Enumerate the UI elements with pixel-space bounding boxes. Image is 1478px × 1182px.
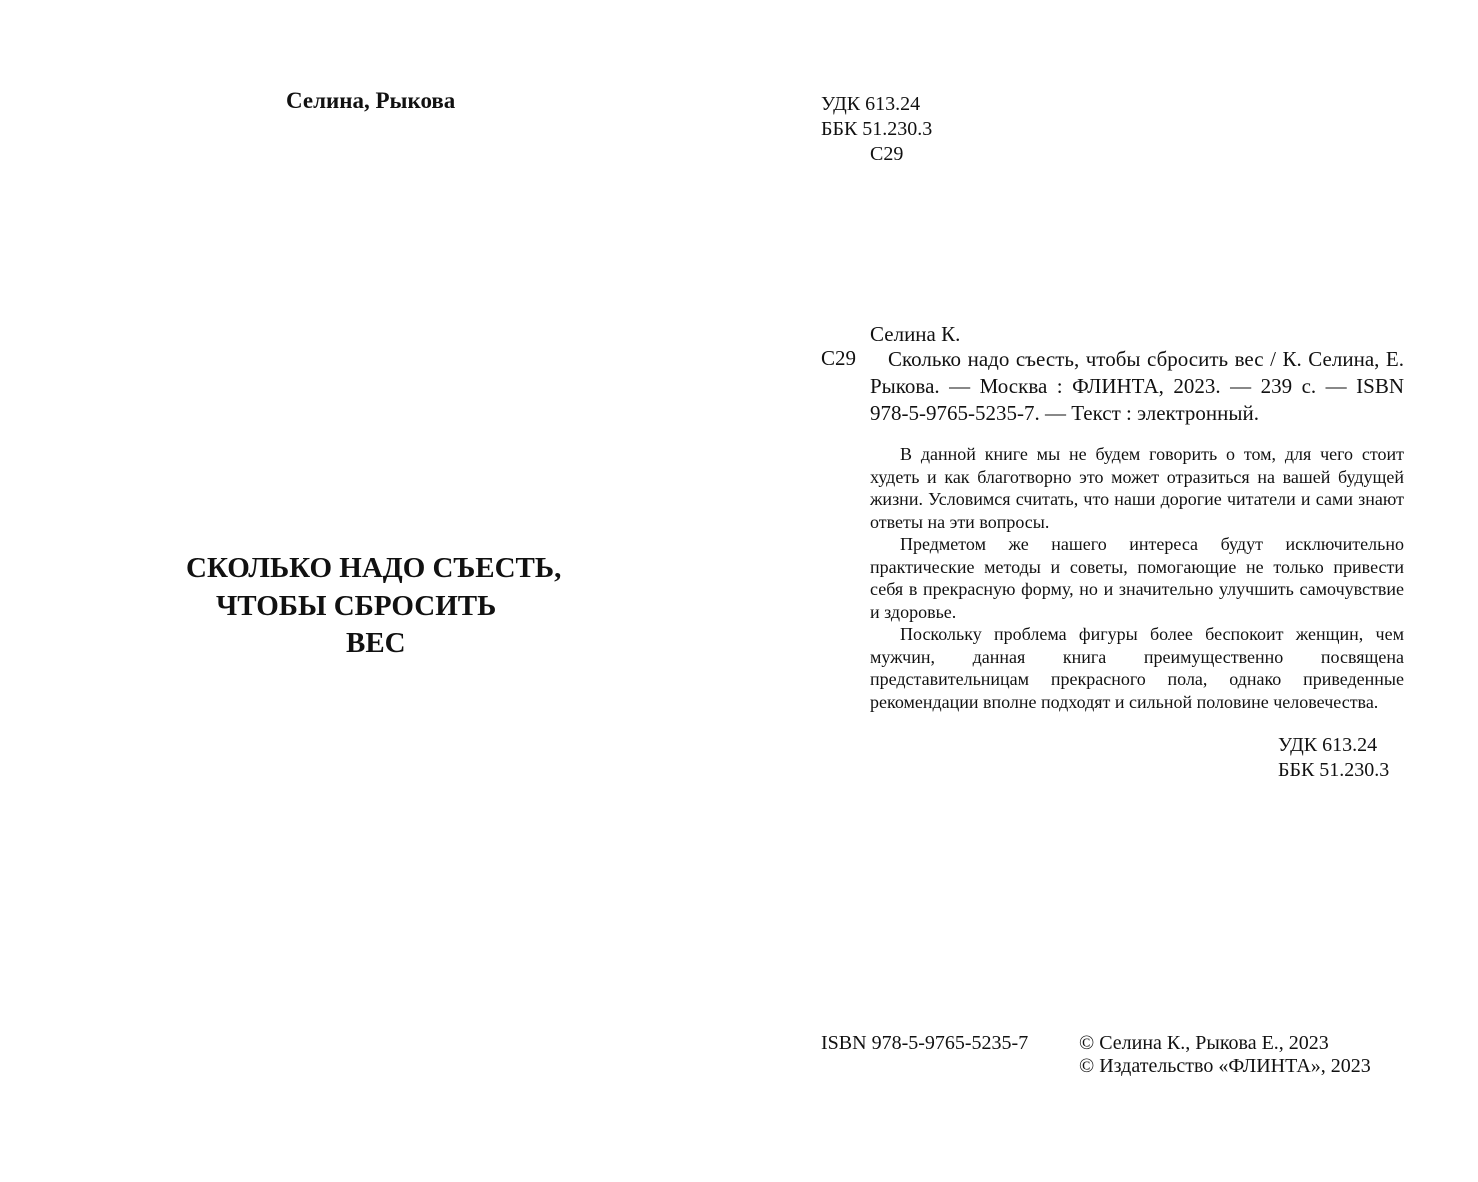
book-title-line-3: ВЕС	[346, 627, 406, 659]
isbn: ISBN 978-5-9765-5235-7	[821, 1032, 1029, 1054]
udk-code: УДК 613.24	[821, 93, 921, 115]
book-title-line-1: СКОЛЬКО НАДО СЪЕСТЬ,	[186, 552, 562, 584]
author-sign: С29	[870, 143, 904, 165]
catalog-author-sign: С29	[821, 346, 857, 370]
authors-header: Селина, Рыкова	[286, 88, 456, 113]
copyright-authors: © Селина К., Рыкова Е., 2023	[1079, 1032, 1329, 1054]
bottom-bbk-code: ББК 51.230.3	[1278, 759, 1390, 781]
imprint-page	[739, 0, 1478, 1182]
bbk-code: ББК 51.230.3	[821, 118, 933, 140]
copyright-publisher: © Издательство «ФЛИНТА», 2023	[1079, 1055, 1371, 1077]
catalog-entry: Сколько надо съесть, чтобы сбросить вес / К. Селина, Е. Рыкова. — Москва : ФЛИНТА, 2023. — 239 с. — ISBN 978-5-9765-5235-7. — Текст : электронный.	[870, 347, 1404, 425]
annotation	[870, 443, 1404, 713]
book-title-line-2: ЧТОБЫ СБРОСИТЬ	[216, 590, 497, 622]
catalog-author-heading: Селина К.	[870, 322, 961, 346]
annotation-paragraph: В данной книге мы не будем говорить о том, для чего стоит худеть и как благотворно это может отразиться на вашей будущей жизни. Условимся считать, что наши дорогие читатели и сами знают ответы на эти вопросы.	[870, 444, 1404, 532]
annotation-paragraph: Предметом же нашего интереса будут исключительно практические методы и советы, помогающие не только привести себя в прекрасную форму, но и значительно улучшить самочувствие и здоровье.	[870, 534, 1404, 622]
bottom-udk-code: УДК 613.24	[1278, 734, 1378, 756]
annotation-paragraph: Поскольку проблема фигуры более беспокоит женщин, чем мужчин, данная книга преимущественно посвящена представительницам прекрасного пола, однако приведенные рекомендации вполне подходят и сильной половине человечества.	[870, 624, 1404, 712]
